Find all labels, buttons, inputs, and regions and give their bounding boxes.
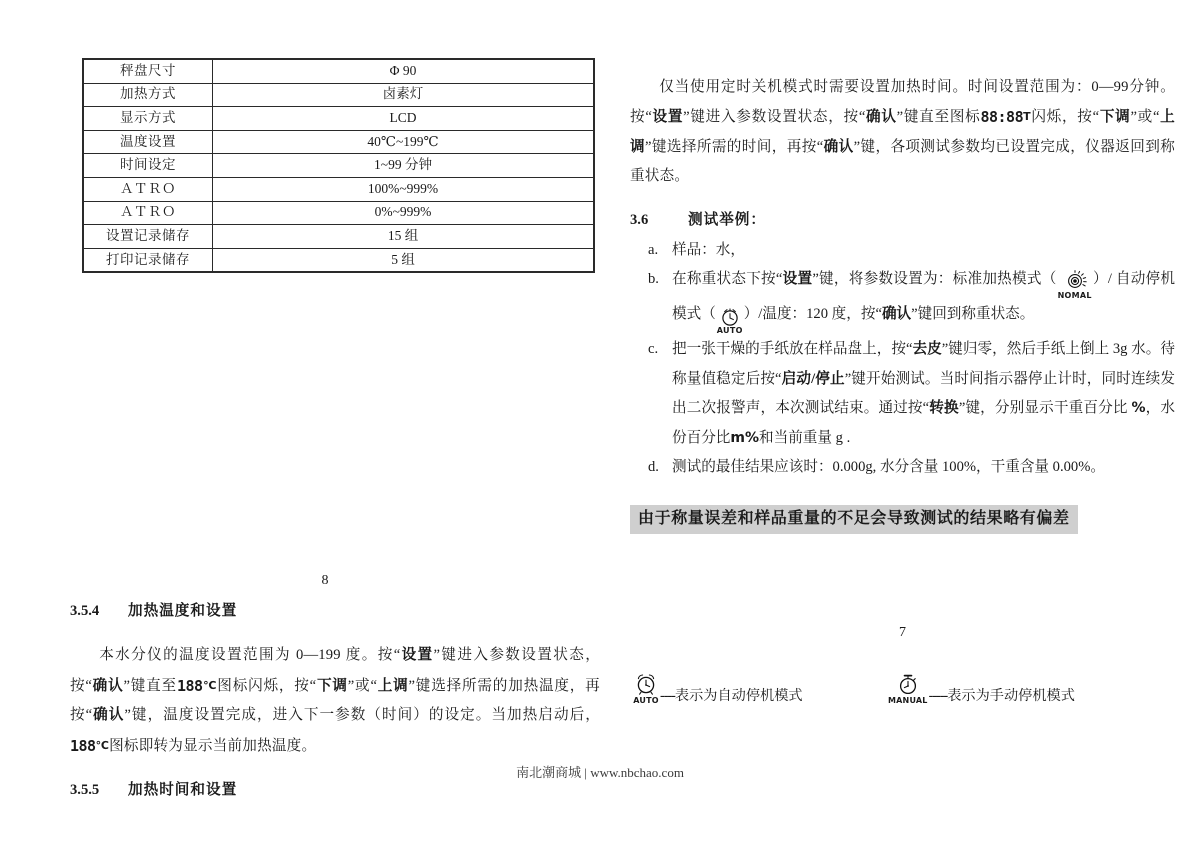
section-heading-3-6 — [630, 206, 1175, 236]
text-run: ”或“ — [347, 677, 378, 694]
icon-caption: AUTO — [716, 326, 743, 336]
table-row — [83, 154, 594, 178]
key-up: 上调 — [630, 109, 1175, 155]
section-number: 3.5.5 — [70, 781, 100, 798]
legend-description: 表示为手动停机模式 — [947, 688, 1075, 704]
list-item — [630, 265, 1175, 335]
section-title: 加热温度和设置 — [128, 603, 238, 619]
list-item — [630, 335, 1175, 453]
text-run: 在称重状态下按“ — [672, 271, 783, 288]
table-row — [83, 177, 594, 201]
key-down: 下调 — [1099, 109, 1131, 126]
specification-table-body — [83, 59, 594, 272]
spec-value: 卤素灯 — [213, 83, 595, 107]
key-setting: 设置 — [400, 647, 434, 664]
text-run: 图标闪烁，按“ — [217, 677, 317, 694]
text-run: 和当前重量 g . — [759, 429, 851, 446]
section-title: 测试举例： — [688, 212, 766, 229]
key-confirm: 确认 — [92, 707, 125, 724]
text-run: ”键进入参数设置状态，按“ — [683, 109, 866, 126]
text-run: ”键，各项测试参数均已设置完成，仪器返回到称重状态。 — [630, 138, 1176, 185]
table-row — [83, 130, 594, 154]
text-run: ”键进入参数设置状态，按“ — [70, 647, 600, 694]
table-row — [83, 107, 594, 131]
text-run: ”键选择所需的时间，再按“ — [645, 138, 824, 155]
text-run: ）/温度：120 度，按“ — [743, 306, 882, 323]
notice-wrapper — [630, 483, 1175, 534]
step-text: 测试的最佳结果应该时：0.000g, 水分含量 100%，干重含量 0.00%。 — [672, 459, 1105, 476]
section-heading-3-5-4 — [70, 597, 600, 627]
list-marker: b. — [648, 271, 659, 288]
heating-time-paragraph — [630, 73, 1175, 192]
page-number-right: 7 — [899, 625, 906, 640]
spec-value: 1~99 分钟 — [213, 154, 595, 178]
spec-label: ＡＴＲＯ — [83, 177, 213, 201]
table-row — [83, 201, 594, 225]
text-run: ”键直至 — [123, 677, 177, 694]
text-run: ”键回到称重状态。 — [911, 306, 1035, 323]
table-row — [83, 225, 594, 249]
icon-caption: MANUAL — [888, 696, 928, 705]
list-item — [630, 453, 1175, 483]
key-tare: 去皮 — [912, 341, 942, 358]
text-run: ”键，分别显示干重百分比 — [958, 400, 1132, 417]
legend-description: 表示为自动停机模式 — [674, 688, 803, 704]
lcd-temperature-unit: ℃ — [95, 738, 110, 752]
key-down: 下调 — [316, 677, 348, 694]
step-text: 样品：水， — [672, 241, 745, 258]
text-run: ”键开始测试。当时间指示器停止计时，同时连续发出二次报警声，本次测试结束。通过按“ — [672, 370, 1175, 417]
text-run: 图标即转为显示当前加热温度。 — [109, 737, 317, 754]
text-run: 仅当使用定时关机模式时需要设置加热时间。时间设置范围为：0—99分钟。按“ — [630, 78, 1175, 126]
spec-value: 5 组 — [213, 248, 595, 272]
text-run: ”键归零，然后手纸上倒上 3g 水。待称量值稳定后按“ — [672, 341, 1175, 387]
key-confirm: 确认 — [823, 138, 854, 155]
text-run: 本水分仪的温度设置范围为 0—199 度。按“ — [99, 647, 401, 664]
spec-value: 15 组 — [213, 225, 595, 249]
text-run: ”键，将参数设置为：标准加热模式（ — [812, 271, 1057, 288]
auto-clock-icon — [717, 307, 743, 335]
legend-dashes: ---- — [660, 688, 675, 704]
key-up: 上调 — [377, 677, 409, 694]
spec-label: 时间设定 — [83, 154, 213, 178]
specification-table — [82, 58, 595, 273]
legend-dashes: ----- — [928, 688, 948, 704]
legend-label-manual — [929, 685, 1075, 705]
list-item — [630, 236, 1175, 266]
text-run: ）/ 自动停机模式（ — [672, 271, 1175, 323]
mode-legend — [633, 672, 1178, 705]
legend-label-auto — [660, 685, 803, 705]
section-number: 3.6 — [630, 212, 649, 229]
spec-value: 40℃~199℃ — [213, 130, 595, 154]
icon-caption: AUTO — [633, 696, 659, 705]
spec-label: 显示方式 — [83, 107, 213, 131]
text-run: 闪烁，按“ — [1030, 109, 1100, 126]
heating-temperature-paragraph — [70, 641, 600, 761]
table-row — [83, 59, 594, 83]
text-run: ”键，温度设置完成，进入下一参数（时间）的设定。当加热启动后， — [124, 707, 600, 724]
key-confirm: 确认 — [92, 677, 124, 694]
moisture-percent-symbol: m% — [730, 429, 760, 446]
left-column — [70, 58, 600, 273]
key-switch: 转换 — [929, 400, 959, 417]
key-setting: 设置 — [652, 109, 684, 126]
list-marker: c. — [648, 341, 659, 358]
lcd-time-unit: T — [1023, 110, 1031, 124]
text-run: ”或“ — [1130, 109, 1160, 126]
key-confirm: 确认 — [881, 306, 912, 323]
text-run: 把一张干燥的手纸放在样品盘上，按“ — [672, 341, 913, 358]
text-run: ”键选择所需的加热温度，再按“ — [70, 677, 600, 724]
icon-caption: NOMAL — [1057, 291, 1092, 301]
spec-label: 加热方式 — [83, 83, 213, 107]
key-confirm: 确认 — [865, 109, 897, 126]
text-run: ”键直至图标 — [896, 109, 981, 126]
text-run: ，水份百分比 — [672, 400, 1175, 446]
spec-value: Φ 90 — [213, 59, 595, 83]
test-example-steps — [630, 236, 1175, 483]
spec-value: 0%~999% — [213, 201, 595, 225]
auto-alarm-clock-icon — [633, 672, 659, 705]
page-number-left: 8 — [321, 573, 329, 588]
key-setting: 设置 — [782, 271, 813, 288]
spec-label: 打印记录储存 — [83, 248, 213, 272]
list-marker: d. — [648, 459, 659, 476]
spec-label: ＡＴＲＯ — [83, 201, 213, 225]
spec-label: 温度设置 — [83, 130, 213, 154]
list-marker: a. — [648, 241, 659, 258]
page-footer — [0, 762, 1200, 781]
lcd-temperature-unit: ℃ — [202, 678, 218, 692]
key-start-stop: 启动/停止 — [781, 370, 845, 387]
percent-symbol: % — [1131, 400, 1146, 417]
manual-stopwatch-icon — [888, 672, 928, 705]
section-number: 3.5.4 — [70, 603, 100, 619]
warning-notice: 由于称量误差和样品重量的不足会导致测试的结果略有偏差 — [630, 505, 1078, 534]
legend-item-manual — [888, 672, 1075, 705]
footer-url[interactable]: www.nbchao.com — [590, 765, 684, 780]
lcd-temperature-display: 188 — [176, 676, 203, 695]
footer-separator: | — [584, 765, 587, 780]
lcd-temperature-display: 188 — [70, 736, 96, 755]
nomal-heat-icon — [1058, 270, 1092, 300]
right-column — [630, 58, 1175, 534]
spec-value: 100%~999% — [213, 177, 595, 201]
section-title: 加热时间和设置 — [128, 781, 238, 798]
spec-label: 秤盘尺寸 — [83, 59, 213, 83]
spec-label: 设置记录储存 — [83, 225, 213, 249]
table-row — [83, 83, 594, 107]
lcd-time-display: 88:88 — [980, 108, 1024, 127]
table-row — [83, 248, 594, 272]
legend-item-auto — [633, 672, 888, 705]
footer-brand: 南北潮商城 — [516, 765, 582, 780]
spec-value: LCD — [213, 107, 595, 131]
